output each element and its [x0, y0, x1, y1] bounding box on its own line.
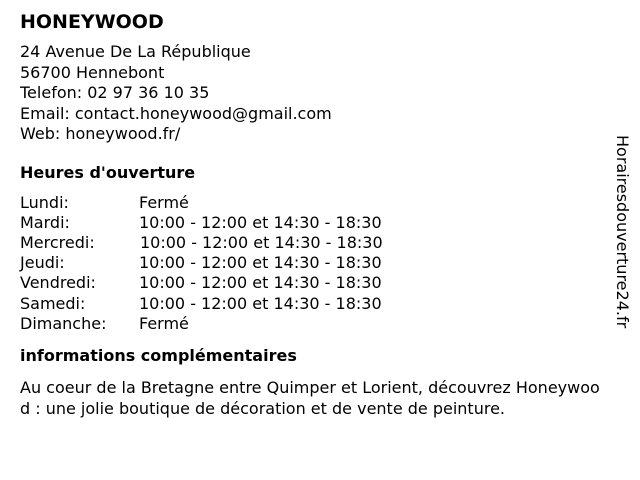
- business-name: HONEYWOOD: [20, 11, 164, 33]
- hours-day: Mercredi:: [20, 232, 95, 252]
- opening-hours-heading: Heures d'ouverture: [20, 162, 196, 182]
- hours-day: Dimanche:: [20, 313, 107, 333]
- hours-time: 10:00 - 12:00 et 14:30 - 18:30: [139, 293, 382, 313]
- website: Web: honeywood.fr/: [20, 124, 181, 143]
- opening-hours-table: [20, 193, 605, 334]
- hours-row-tuesday: [20, 213, 605, 233]
- hours-day: Vendredi:: [20, 273, 96, 293]
- address-street: 24 Avenue De La République: [20, 42, 251, 61]
- hours-day: Lundi:: [20, 192, 69, 212]
- phone-number: Telefon: 02 97 36 10 35: [20, 83, 210, 102]
- hours-day: Mardi:: [20, 212, 70, 232]
- hours-row-friday: [20, 273, 605, 293]
- hours-time: Fermé: [139, 313, 189, 333]
- hours-time: 10:00 - 12:00 et 14:30 - 18:30: [140, 232, 383, 252]
- business-description: Au coeur de la Bretagne entre Quimper et Lorient, découvrez Honeywood : une jolie boutique de décoration et de vente de peinture.: [20, 377, 600, 418]
- hours-time: 10:00 - 12:00 et 14:30 - 18:30: [139, 212, 382, 232]
- hours-row-wednesday: [20, 233, 605, 253]
- hours-row-sunday: [20, 314, 605, 334]
- hours-time: 10:00 - 12:00 et 14:30 - 18:30: [139, 253, 382, 273]
- hours-row-monday: [20, 193, 605, 213]
- hours-time: 10:00 - 12:00 et 14:30 - 18:30: [139, 273, 382, 293]
- address-city: 56700 Hennebont: [20, 62, 165, 82]
- email-address: Email: contact.honeywood@gmail.com: [20, 103, 332, 123]
- hours-row-thursday: [20, 253, 605, 273]
- hours-day: Samedi:: [20, 293, 86, 313]
- hours-row-saturday: [20, 294, 605, 314]
- hours-time: Fermé: [139, 192, 189, 212]
- site-watermark: Horairesdouverture24.fr: [613, 135, 632, 329]
- business-card: [20, 10, 605, 419]
- hours-day: Jeudi:: [20, 253, 65, 273]
- additional-info-heading: informations complémentaires: [20, 345, 297, 365]
